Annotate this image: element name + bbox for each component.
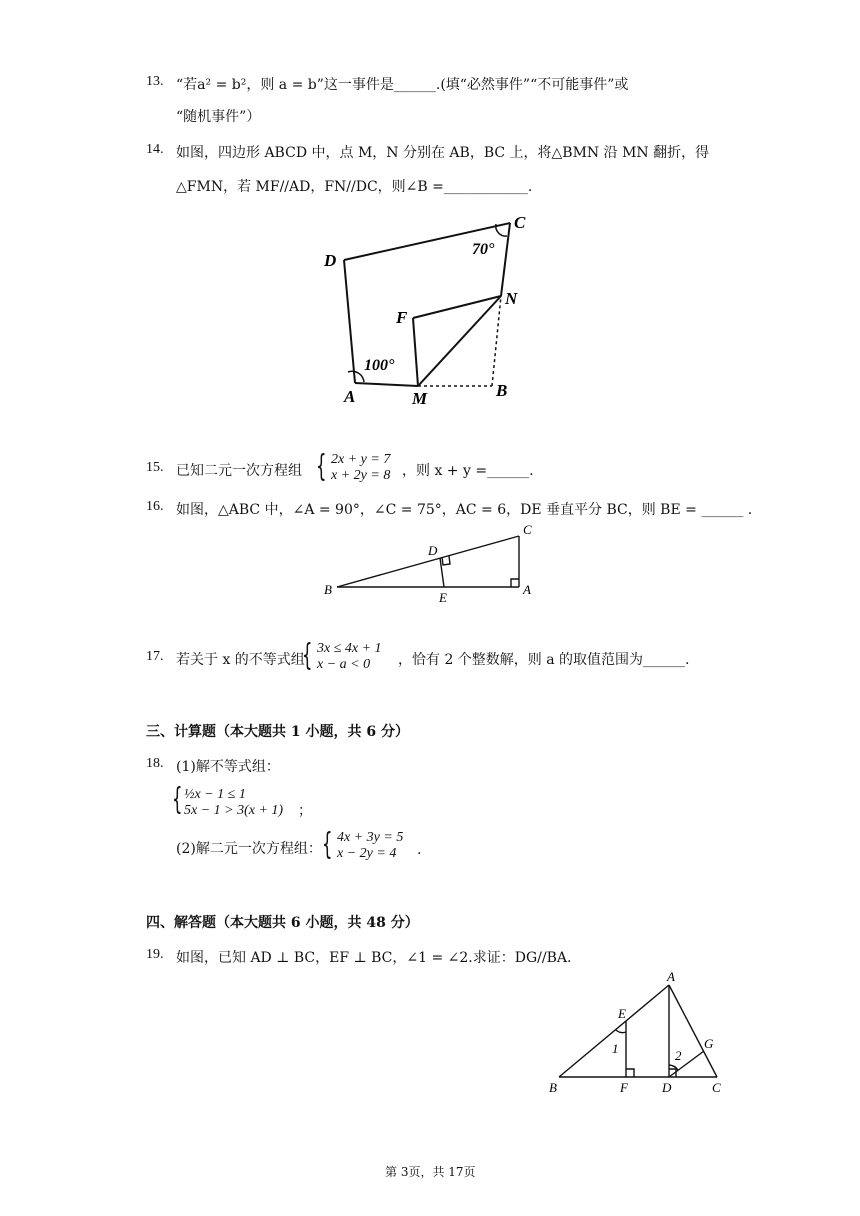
- q16-text: 如图，△ABC 中，∠A = 90°，∠C = 75°，AC = 6，DE 垂直平分 BC，则 BE = ______ .: [176, 502, 753, 518]
- q18-part2-eq1: 4x + 3y = 5: [337, 830, 404, 845]
- q19-angle-1: 1: [612, 1041, 619, 1056]
- q16-label-c: C: [523, 522, 532, 537]
- q15-number: 15.: [146, 460, 164, 475]
- q16-triangle-figure: [320, 520, 540, 604]
- q18-part2-end: .: [417, 842, 422, 858]
- q19-label-f: F: [620, 1080, 628, 1095]
- q17-system: [317, 641, 382, 673]
- q14-angle-a: 100°: [364, 357, 395, 374]
- q16-label-a: A: [523, 582, 531, 597]
- q19-triangle-figure: [545, 968, 730, 1098]
- q14-line1: 如图，四边形 ABCD 中，点 M，N 分别在 AB，BC 上，将△BMN 沿 MN 翻折，得: [176, 145, 710, 161]
- q15-prefix: 已知二元一次方程组: [176, 463, 302, 479]
- q19-label-b: B: [549, 1080, 557, 1095]
- q16-label-e: E: [439, 590, 447, 604]
- q17-number: 17.: [146, 649, 164, 664]
- q14-label-n: N: [505, 289, 518, 308]
- q14-label-f: F: [396, 308, 408, 327]
- q15-suffix: ，则 x + y =______.: [402, 463, 534, 479]
- q15-system: [331, 452, 390, 484]
- q16-label-b: B: [324, 582, 332, 597]
- q19-label-e: E: [618, 1006, 626, 1021]
- q17-eq1: 3x ≤ 4x + 1: [317, 641, 382, 656]
- q14-number: 14.: [146, 142, 164, 157]
- q15-brace: {: [316, 449, 327, 484]
- q18-part1-system: [184, 787, 283, 819]
- q14-label-m: M: [412, 389, 428, 408]
- q13-number: 13.: [146, 74, 164, 89]
- q18-part1-end: ；: [298, 803, 312, 819]
- q19-label-g: G: [704, 1036, 714, 1051]
- q18-part2-eq2: x − 2y = 4: [337, 846, 397, 861]
- q14-label-b: B: [496, 381, 508, 400]
- q16-label-d: D: [428, 543, 438, 558]
- q14-angle-c: 70°: [472, 241, 495, 258]
- q19-label-d: D: [662, 1080, 672, 1095]
- q14-label-d: D: [324, 251, 337, 270]
- q19-angle-2: 2: [675, 1048, 682, 1063]
- q18-part1-eq2: 5x − 1 > 3(x + 1): [184, 803, 284, 818]
- q13-line1: “若a² = b²，则 a = b”这一事件是______.(填“必然事件”“不可能事件”或: [176, 77, 629, 93]
- q18-part1: (1)解不等式组：: [176, 759, 280, 775]
- page-footer: 第 3页，共 17页: [385, 1165, 476, 1179]
- q18-part1-eq1: ½x − 1 ≤ 1: [184, 787, 246, 802]
- q14-label-c: C: [514, 213, 526, 232]
- q16-number: 16.: [146, 499, 164, 514]
- q18-part1-brace: {: [172, 782, 183, 817]
- q19-number: 19.: [146, 947, 164, 962]
- q13-line2: “随机事件”）: [176, 109, 261, 125]
- q17-brace: {: [302, 638, 313, 673]
- q18-part2-brace: {: [322, 827, 333, 862]
- q14-line2: △FMN，若 MF//AD，FN//DC，则∠B =____________.: [176, 179, 533, 195]
- q17-suffix: ，恰有 2 个整数解，则 a 的取值范围为______.: [398, 652, 690, 668]
- q15-eq1: 2x + y = 7: [331, 452, 391, 467]
- section4-title: 四、解答题（本大题共 6 小题，共 48 分）: [146, 915, 419, 931]
- q15-eq2: x + 2y = 8: [331, 468, 391, 483]
- q17-eq2: x − a < 0: [317, 657, 371, 672]
- q18-part2-prefix: (2)解二元一次方程组：: [176, 841, 322, 857]
- q17-prefix: 若关于 x 的不等式组: [176, 652, 305, 668]
- q18-part2-system: [337, 830, 403, 862]
- section3-title: 三、计算题（本大题共 1 小题，共 6 分）: [146, 724, 409, 740]
- q18-number: 18.: [146, 756, 164, 771]
- q14-label-a: A: [344, 387, 356, 406]
- q19-text: 如图，已知 AD ⊥ BC，EF ⊥ BC，∠1 = ∠2.求证：DG//BA.: [176, 950, 572, 966]
- q19-label-a: A: [667, 969, 675, 984]
- q14-quadrilateral-figure: [300, 200, 540, 410]
- q19-label-c: C: [712, 1080, 721, 1095]
